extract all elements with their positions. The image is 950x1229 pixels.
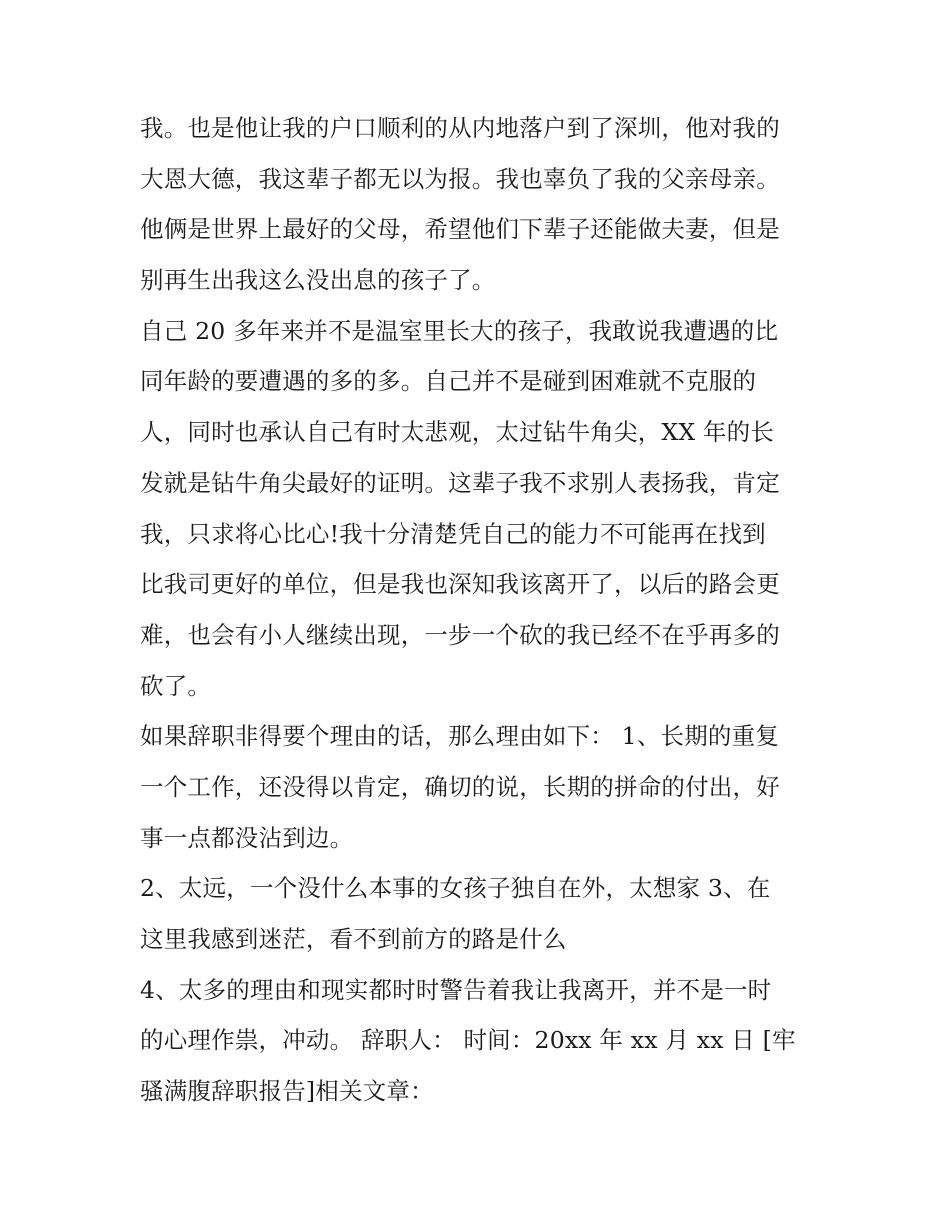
text-line: 我，只求将心比心!我十分清楚凭自己的能力不可能再在找到	[140, 519, 766, 548]
text-line: 同年龄的要遭遇的多的多。自己并不是碰到困难就不克服的	[140, 367, 757, 396]
text-line: 我。也是他让我的户口顺利的从内地落户到了深圳，他对我的	[140, 114, 780, 142]
text-line: 事一点都没沾到边。	[140, 823, 354, 852]
text-line: 自己 20 多年来并不是温室里长大的孩子，我敢说我遭遇的比	[140, 316, 779, 345]
text-line: 4、太多的理由和现实都时时警告着我让我离开，并不是一时	[140, 975, 772, 1004]
text-line: 这里我感到迷茫，看不到前方的路是什么	[140, 925, 567, 953]
document-body	[140, 103, 820, 1117]
text-line: 发就是钻牛角尖最好的证明。这辈子我不求别人表扬我，肯定	[140, 468, 780, 497]
text-line: 难，也会有小人继续出现，一步一个砍的我已经不在乎再多的	[140, 620, 780, 649]
text-line: 比我司更好的单位，但是我也深知我该离开了，以后的路会更	[140, 570, 780, 599]
text-line: 别再生出我这么没出息的孩子了。	[140, 266, 496, 295]
text-line: 砍了。	[140, 671, 212, 700]
text-line: 的心理作祟，冲动。 辞职人： 时间：20xx 年 xx 月 xx 日 [牢	[140, 1026, 796, 1055]
text-line: 他俩是世界上最好的父母，希望他们下辈子还能做夫妻，但是	[140, 215, 780, 244]
text-line: 骚满腹辞职报告]相关文章：	[140, 1077, 434, 1106]
text-line: 如果辞职非得要个理由的话，那么理由如下： 1、长期的重复	[140, 722, 780, 751]
text-line: 大恩大德，我这辈子都无以为报。我也辜负了我的父亲母亲。	[140, 164, 780, 193]
text-line: 人，同时也承认自己有时太悲观，太过钻牛角尖，XX 年的长	[140, 418, 775, 447]
text-line: 一个工作，还没得以肯定，确切的说，长期的拼命的付出，好	[140, 772, 780, 801]
text-line: 2、太远，一个没什么本事的女孩子独自在外，太想家 3、在	[140, 874, 771, 903]
